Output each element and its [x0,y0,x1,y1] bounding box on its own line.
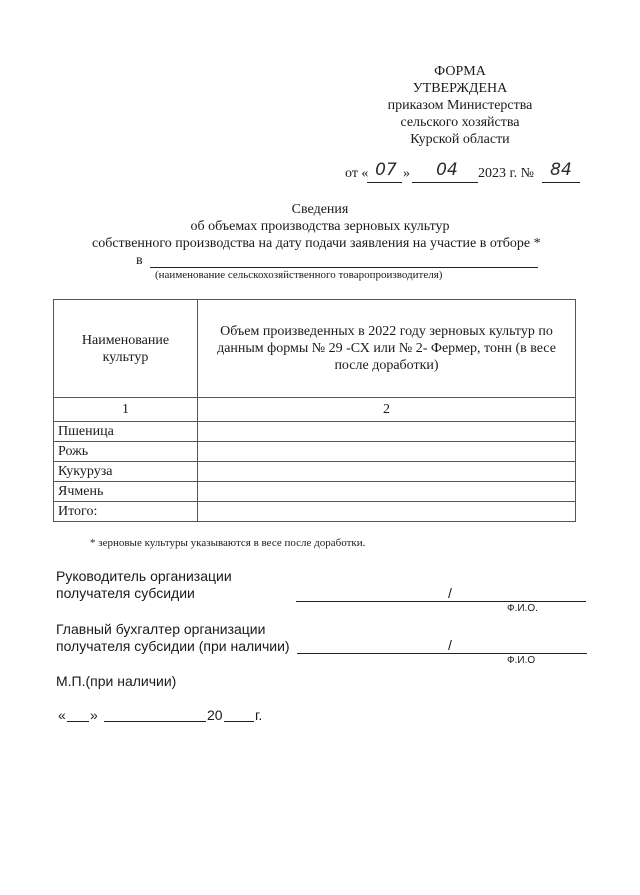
crops-table [53,299,576,522]
table-row [54,482,576,502]
order-day-underline [367,182,402,183]
date-close-quote: » [90,707,98,723]
column-header-volume: Объем произведенных в 2022 году зерновых культур по данным формы № 29 -СХ или № 2- Фермер, тонн (в весе после доработки) [198,300,576,398]
column-number-1: 1 [54,398,198,422]
table-row [54,502,576,522]
crop-wheat: Пшеница [54,422,198,442]
crop-corn: Кукуруза [54,462,198,482]
column-header-crops: Наименование культур [54,300,198,398]
recipient-caption: (наименование сельскохозяйственного товаропроизводителя) [155,269,443,281]
date-year-underline[interactable] [224,721,254,722]
recipient-prefix: в [136,253,143,268]
footnote: * зерновые культуры указываются в весе после доработки. [90,537,366,549]
order-year-text: 2023 г. № [478,166,535,181]
order-day-handwritten: 07 [375,160,397,180]
accountant-title-line2: получателя субсидии (при наличии) [56,638,290,654]
crop-rye: Рожь [54,442,198,462]
date-month-underline[interactable] [104,721,206,722]
volume-cell-corn[interactable] [198,462,576,482]
total-label: Итого: [54,502,198,522]
volume-cell-total[interactable] [198,502,576,522]
accountant-signature-line[interactable] [297,653,587,654]
accountant-title-line1: Главный бухгалтер организации [56,621,266,637]
head-signature-slash: / [448,585,452,601]
date-day-underline[interactable] [67,721,89,722]
document-subtitle-line1: об объемах производства зерновых культур [190,219,450,234]
accountant-fio-caption: Ф.И.О [507,655,536,666]
volume-cell-barley[interactable] [198,482,576,502]
head-title-line1: Руководитель организации [56,568,232,584]
order-number-handwritten: 84 [550,160,572,180]
date-open-quote: « [58,707,66,723]
volume-cell-rye[interactable] [198,442,576,462]
order-month-underline [412,182,478,183]
recipient-name-underline [150,267,538,268]
order-month-handwritten: 04 [436,160,458,180]
stamp-label: М.П.(при наличии) [56,673,177,689]
order-number-underline [542,182,580,183]
approval-agriculture-line: сельского хозяйства [400,115,520,130]
approval-region-line: Курской области [410,132,510,147]
head-title-line2: получателя субсидии [56,585,195,601]
table-row [54,442,576,462]
order-prefix: от « [345,166,369,181]
head-fio-caption: Ф.И.О. [507,603,538,614]
table-header-row [54,300,576,398]
volume-cell-wheat[interactable] [198,422,576,442]
document-subtitle-line2: собственного производства на дату подачи заявления на участие в отборе * [92,236,541,251]
column-number-2: 2 [198,398,576,422]
head-signature-line[interactable] [296,601,586,602]
accountant-signature-slash: / [448,637,452,653]
date-year-suffix: г. [255,707,263,723]
table-row [54,422,576,442]
table-number-row [54,398,576,422]
document-title: Сведения [291,202,349,217]
date-century: 20 [207,707,223,723]
approval-approved-label: УТВЕРЖДЕНА [412,81,508,96]
order-close-quote: » [403,166,410,181]
table-row [54,462,576,482]
approval-ministry-line: приказом Министерства [387,98,533,113]
approval-form-label: ФОРМА [434,64,486,79]
crop-barley: Ячмень [54,482,198,502]
